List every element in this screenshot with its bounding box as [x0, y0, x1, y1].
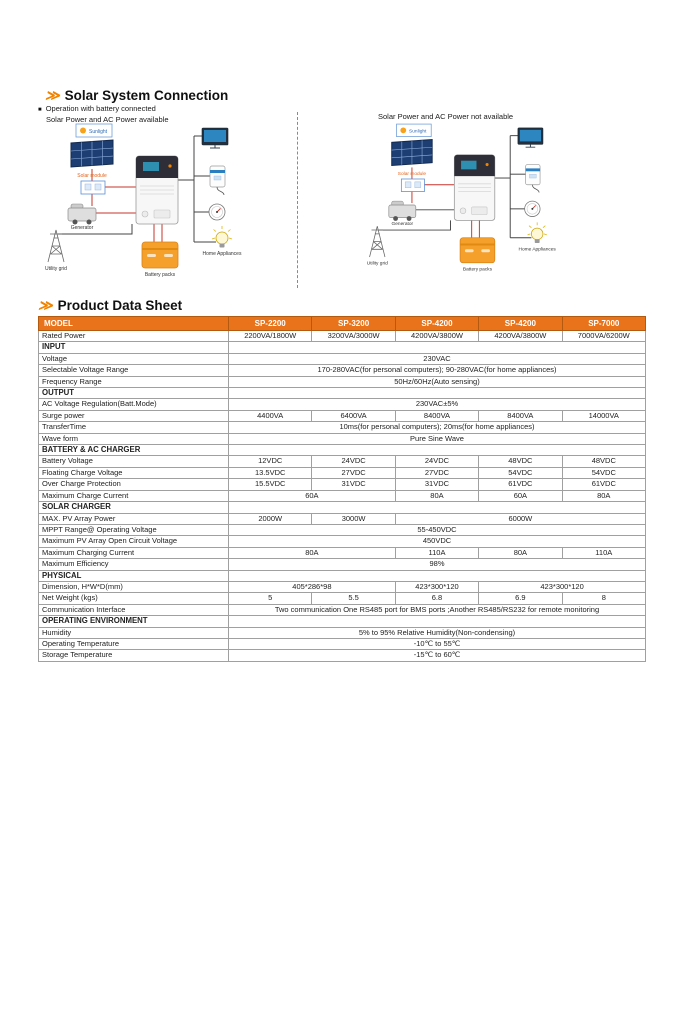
table-section-row: [39, 342, 646, 353]
battery-pack-icon: [142, 242, 178, 268]
table-section-row: [39, 388, 646, 399]
row-value: 55-450VDC: [229, 524, 646, 535]
table-row: [39, 410, 646, 421]
model-name: SP-3200: [312, 317, 395, 331]
row-label: Frequency Range: [39, 376, 229, 387]
row-value: 6000W: [395, 513, 645, 524]
table-row: [39, 365, 646, 376]
table-row: [39, 433, 646, 444]
row-value: 80A: [479, 547, 562, 558]
table-row: [39, 479, 646, 490]
appliances-label: Home Appliances: [202, 251, 242, 257]
row-value: 54VDC: [562, 467, 645, 478]
row-label: SOLAR CHARGER: [39, 502, 229, 513]
row-value: 27VDC: [312, 467, 395, 478]
row-value: 31VDC: [312, 479, 395, 490]
row-value: 5.5: [312, 593, 395, 604]
model-name: SP-2200: [229, 317, 312, 331]
wall-charger-icon: [526, 165, 540, 193]
row-value: 6.9: [479, 593, 562, 604]
solar-module-label: Solar module: [77, 173, 107, 179]
row-label: MPPT Range@ Operating Voltage: [39, 524, 229, 535]
row-value: 6400VA: [312, 410, 395, 421]
row-value: 423*300*120: [479, 581, 646, 592]
row-label: Net Weight (kgs): [39, 593, 229, 604]
row-label: Battery Voltage: [39, 456, 229, 467]
row-value: 110A: [562, 547, 645, 558]
row-label: Maximum PV Array Open Circuit Voltage: [39, 536, 229, 547]
sunlight-label: Sunlight: [409, 129, 427, 135]
appliances-label: Home Appliances: [518, 247, 556, 253]
meter-icon: [525, 201, 540, 216]
row-value: -15℃ to 60℃: [229, 650, 646, 661]
utility-grid-icon: [370, 226, 385, 257]
spec-table: [38, 316, 646, 662]
row-empty: [229, 445, 646, 456]
table-section-row: [39, 570, 646, 581]
table-row: [39, 353, 646, 364]
row-value: 423*300*120: [395, 581, 478, 592]
row-value: 2000W: [229, 513, 312, 524]
row-value: 80A: [562, 490, 645, 501]
row-label: INPUT: [39, 342, 229, 353]
row-value: 54VDC: [479, 467, 562, 478]
row-value: 3200VA/3000W: [312, 331, 395, 342]
inverter-icon: [454, 155, 494, 221]
row-value: 31VDC: [395, 479, 478, 490]
table-row: [39, 331, 646, 342]
sunlight-label: Sunlight: [89, 128, 108, 135]
model-name: SP-7000: [562, 317, 645, 331]
model-name: SP-4200: [395, 317, 478, 331]
solar-diagram-left: [36, 124, 254, 292]
row-label: Dimension, H*W*D(mm): [39, 581, 229, 592]
row-value: 48VDC: [562, 456, 645, 467]
table-row: [39, 627, 646, 638]
heading-chevrons-icon: ≫: [38, 297, 53, 313]
bulb-icon: [528, 222, 547, 243]
table-row: [39, 399, 646, 410]
left-caption-line1: Operation with battery connected: [45, 104, 156, 113]
row-value: 61VDC: [479, 479, 562, 490]
generator-icon: [389, 201, 416, 221]
inverter-screen: [143, 162, 159, 171]
table-row: [39, 650, 646, 661]
row-label: AC Voltage Regulation(Batt.Mode): [39, 399, 229, 410]
row-value: 2200VA/1800W: [229, 331, 312, 342]
solar-connection-heading: [45, 87, 228, 104]
utility-grid-label: Utility grid: [366, 261, 388, 267]
row-value: 24VDC: [395, 456, 478, 467]
row-label: OPERATING ENVIRONMENT: [39, 616, 229, 627]
left-diagram-caption: [38, 104, 218, 124]
generator-icon: [68, 204, 96, 225]
row-value: 8400VA: [479, 410, 562, 421]
inverter-screen: [461, 161, 476, 170]
bulb-icon: [212, 226, 232, 248]
row-value: 10ms(for personal computers); 20ms(for home appliances): [229, 422, 646, 433]
table-row: [39, 422, 646, 433]
row-value: 14000VA: [562, 410, 645, 421]
row-label: Operating Temperature: [39, 638, 229, 649]
table-section-row: [39, 502, 646, 513]
row-value: 7000VA/6200W: [562, 331, 645, 342]
row-label: Maximum Charge Current: [39, 490, 229, 501]
generator-label: Generator: [70, 225, 94, 231]
row-value: 24VDC: [312, 456, 395, 467]
table-row: [39, 604, 646, 615]
combiner-box-icon: [81, 181, 105, 194]
table-row: [39, 581, 646, 592]
table-row: [39, 513, 646, 524]
sunlight-badge: [397, 124, 432, 137]
row-label: Selectable Voltage Range: [39, 365, 229, 376]
row-value: 4200VA/3800W: [479, 331, 562, 342]
row-label: Wave form: [39, 433, 229, 444]
row-label: MAX. PV Array Power: [39, 513, 229, 524]
solar-module-icon: [392, 140, 432, 166]
solar-module-icon: [71, 140, 113, 167]
row-empty: [229, 342, 646, 353]
table-row: [39, 593, 646, 604]
row-value: 98%: [229, 559, 646, 570]
row-label: Over Charge Protection: [39, 479, 229, 490]
row-empty: [229, 502, 646, 513]
right-diagram-caption: Solar Power and AC Power not available: [378, 112, 514, 121]
solar-connection-title: Solar System Connection: [64, 88, 229, 103]
row-label: Floating Charge Voltage: [39, 467, 229, 478]
row-value: 170-280VAC(for personal computers); 90-280VAC(for home appliances): [229, 365, 646, 376]
row-value: 6.8: [395, 593, 478, 604]
left-caption-line2: Solar Power and AC Power available: [46, 115, 169, 124]
table-row: [39, 524, 646, 535]
solar-module-label: Solar module: [397, 172, 427, 178]
monitor-icon: [202, 128, 228, 148]
row-label: Maximum Efficiency: [39, 559, 229, 570]
row-label: Maximum Charging Current: [39, 547, 229, 558]
table-section-row: [39, 445, 646, 456]
row-label: Communication Interface: [39, 604, 229, 615]
heading-chevrons-icon: ≫: [45, 87, 60, 103]
utility-grid-icon: [48, 230, 64, 262]
sun-icon: [400, 127, 406, 133]
row-value: Two communication One RS485 port for BMS ports ;Another RS485/RS232 for remote monitoring: [229, 604, 646, 615]
row-label: TransferTime: [39, 422, 229, 433]
battery-pack-icon: [460, 238, 495, 263]
table-section-row: [39, 616, 646, 627]
row-empty: [229, 388, 646, 399]
row-value: 27VDC: [395, 467, 478, 478]
row-value: 4200VA/3800W: [395, 331, 478, 342]
row-value: 48VDC: [479, 456, 562, 467]
row-value: 15.5VDC: [229, 479, 312, 490]
row-value: 230VAC±5%: [229, 399, 646, 410]
table-row: [39, 376, 646, 387]
generator-label: Generator: [391, 222, 414, 228]
diagram-divider: [297, 112, 298, 288]
row-label: Humidity: [39, 627, 229, 638]
row-value: 450VDC: [229, 536, 646, 547]
sun-icon: [80, 128, 86, 134]
table-row: [39, 547, 646, 558]
caption-bullet-icon: ■: [38, 107, 42, 113]
spec-table-head-row: [39, 317, 646, 331]
combiner-box-icon: [401, 179, 424, 192]
row-value: 13.5VDC: [229, 467, 312, 478]
row-label: Voltage: [39, 353, 229, 364]
row-value: 5% to 95% Relative Humidity(Non-condensing): [229, 627, 646, 638]
row-value: 3000W: [312, 513, 395, 524]
utility-grid-label: Utility grid: [45, 266, 67, 272]
monitor-icon: [518, 128, 543, 147]
meter-icon: [209, 204, 225, 220]
row-value: 110A: [395, 547, 478, 558]
spec-table-body: [39, 331, 646, 662]
row-value: 80A: [229, 547, 396, 558]
battery-label: Battery packs: [144, 272, 176, 278]
table-row: [39, 456, 646, 467]
row-value: 61VDC: [562, 479, 645, 490]
row-label: Storage Temperature: [39, 650, 229, 661]
row-value: 60A: [229, 490, 396, 501]
sunlight-badge: [76, 124, 112, 137]
row-value: 8400VA: [395, 410, 478, 421]
row-value: 405*286*98: [229, 581, 396, 592]
row-label: Surge power: [39, 410, 229, 421]
datasheet-heading: [38, 297, 182, 314]
table-row: [39, 467, 646, 478]
row-value: 4400VA: [229, 410, 312, 421]
model-name: SP-4200: [479, 317, 562, 331]
table-row: [39, 490, 646, 501]
datasheet-title: Product Data Sheet: [57, 298, 183, 313]
row-value: -10℃ to 55℃: [229, 638, 646, 649]
row-label: OUTPUT: [39, 388, 229, 399]
row-label: Rated Power: [39, 331, 229, 342]
row-label: PHYSICAL: [39, 570, 229, 581]
wall-charger-icon: [210, 166, 225, 195]
table-row: [39, 536, 646, 547]
row-empty: [229, 616, 646, 627]
row-value: 5: [229, 593, 312, 604]
row-value: 80A: [395, 490, 478, 501]
row-empty: [229, 570, 646, 581]
row-value: Pure Sine Wave: [229, 433, 646, 444]
row-value: 230VAC: [229, 353, 646, 364]
table-row: [39, 559, 646, 570]
inverter-icon: [136, 156, 178, 224]
table-row: [39, 638, 646, 649]
solar-diagram-right: [358, 124, 568, 286]
row-value: 50Hz/60Hz(Auto sensing): [229, 376, 646, 387]
model-header: MODEL: [39, 317, 229, 331]
row-value: 8: [562, 593, 645, 604]
row-value: 12VDC: [229, 456, 312, 467]
battery-label: Battery packs: [462, 267, 492, 273]
row-value: 60A: [479, 490, 562, 501]
row-label: BATTERY & AC CHARGER: [39, 445, 229, 456]
